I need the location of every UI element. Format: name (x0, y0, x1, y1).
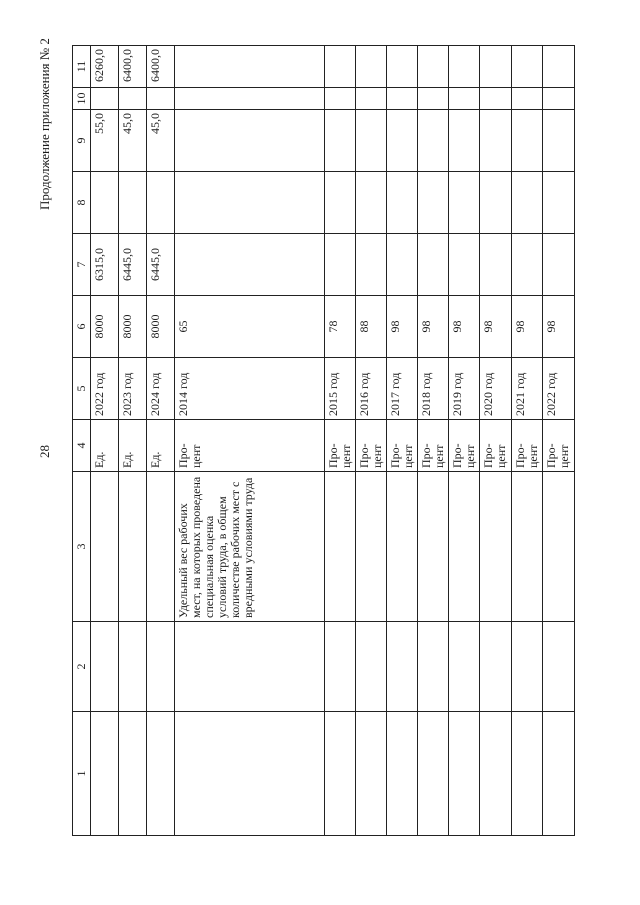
cell-indicator-name (449, 472, 480, 622)
table-row (512, 46, 543, 836)
cell-col8 (418, 172, 449, 234)
cell-col8 (543, 172, 575, 234)
cell-col7: 6445,0 (119, 234, 147, 296)
cell-col8 (449, 172, 480, 234)
cell-col11 (325, 46, 356, 88)
cell-year: 2024 год (147, 358, 175, 420)
cell-col7 (449, 234, 480, 296)
column-number: 11 (73, 46, 91, 88)
cell-unit: Ед. (119, 420, 147, 472)
cell-year: 2019 год (449, 358, 480, 420)
cell-indicator-name: Удельный вес рабочих мест, на которых проведена специальная оценка условий труда, в общем количестве рабочих мест с вредными условиями труда (175, 472, 325, 622)
cell-col10 (387, 88, 418, 110)
rotated-table-container (72, 46, 572, 836)
cell-col9 (449, 110, 480, 172)
cell-col10 (480, 88, 512, 110)
cell-col1 (325, 712, 356, 836)
cell-col11 (449, 46, 480, 88)
cell-unit: Про- цент (449, 420, 480, 472)
cell-col2 (449, 622, 480, 712)
column-number: 7 (73, 234, 91, 296)
cell-col1 (119, 712, 147, 836)
cell-col2 (418, 622, 449, 712)
cell-indicator-name (480, 472, 512, 622)
cell-col6: 98 (418, 296, 449, 358)
cell-col10 (512, 88, 543, 110)
cell-unit: Про- цент (512, 420, 543, 472)
column-number: 2 (73, 622, 91, 712)
cell-col2 (543, 622, 575, 712)
cell-col7 (325, 234, 356, 296)
table-row (356, 46, 387, 836)
cell-col6: 88 (356, 296, 387, 358)
cell-col6: 98 (387, 296, 418, 358)
cell-col9: 45,0 (119, 110, 147, 172)
cell-col7: 6315,0 (91, 234, 119, 296)
cell-indicator-name (512, 472, 543, 622)
cell-col8 (147, 172, 175, 234)
table-row (325, 46, 356, 836)
table-row (387, 46, 418, 836)
table-row (119, 46, 147, 836)
cell-col1 (387, 712, 418, 836)
cell-col11 (543, 46, 575, 88)
cell-col7 (480, 234, 512, 296)
cell-col11 (512, 46, 543, 88)
cell-col11: 6400,0 (119, 46, 147, 88)
cell-col8 (91, 172, 119, 234)
cell-col9 (418, 110, 449, 172)
cell-col11 (387, 46, 418, 88)
cell-col1 (418, 712, 449, 836)
table-row (91, 46, 119, 836)
cell-col7 (418, 234, 449, 296)
column-number: 8 (73, 172, 91, 234)
cell-unit: Про- цент (325, 420, 356, 472)
cell-col9 (512, 110, 543, 172)
cell-col6: 98 (449, 296, 480, 358)
cell-col10 (325, 88, 356, 110)
cell-year: 2016 год (356, 358, 387, 420)
cell-year: 2022 год (543, 358, 575, 420)
cell-col10 (449, 88, 480, 110)
program-indicators-table (72, 45, 575, 836)
cell-unit: Про- цент (356, 420, 387, 472)
cell-col9: 55,0 (91, 110, 119, 172)
cell-col6: 8000 (147, 296, 175, 358)
cell-unit: Ед. (91, 420, 119, 472)
table-row (418, 46, 449, 836)
cell-year: 2021 год (512, 358, 543, 420)
page-number: 28 (37, 445, 52, 458)
table-row (543, 46, 575, 836)
cell-col10 (119, 88, 147, 110)
cell-indicator-name (325, 472, 356, 622)
cell-col11 (480, 46, 512, 88)
cell-col7: 6445,0 (147, 234, 175, 296)
cell-indicator-name (119, 472, 147, 622)
cell-indicator-name (387, 472, 418, 622)
cell-col2 (91, 622, 119, 712)
cell-year: 2020 год (480, 358, 512, 420)
column-number: 6 (73, 296, 91, 358)
cell-col2 (512, 622, 543, 712)
cell-unit: Про- цент (175, 420, 325, 472)
cell-year: 2015 год (325, 358, 356, 420)
cell-year: 2017 год (387, 358, 418, 420)
cell-col8 (512, 172, 543, 234)
cell-indicator-name (418, 472, 449, 622)
cell-col2 (119, 622, 147, 712)
cell-col11: 6400,0 (147, 46, 175, 88)
cell-indicator-name (147, 472, 175, 622)
cell-unit: Про- цент (418, 420, 449, 472)
cell-col2 (480, 622, 512, 712)
cell-col2 (147, 622, 175, 712)
cell-year: 2022 год (91, 358, 119, 420)
cell-year: 2014 год (175, 358, 325, 420)
cell-col1 (175, 712, 325, 836)
cell-unit: Про- цент (387, 420, 418, 472)
cell-col7 (543, 234, 575, 296)
cell-col10 (91, 88, 119, 110)
cell-col6: 98 (543, 296, 575, 358)
cell-col9 (387, 110, 418, 172)
column-number: 9 (73, 110, 91, 172)
cell-col1 (449, 712, 480, 836)
table-row (449, 46, 480, 836)
cell-col2 (175, 622, 325, 712)
cell-col8 (175, 172, 325, 234)
cell-col6: 78 (325, 296, 356, 358)
cell-col9 (480, 110, 512, 172)
cell-year: 2018 год (418, 358, 449, 420)
cell-col9 (356, 110, 387, 172)
cell-col9: 45,0 (147, 110, 175, 172)
cell-col9 (543, 110, 575, 172)
cell-col1 (480, 712, 512, 836)
cell-col11: 6260,0 (91, 46, 119, 88)
column-number: 1 (73, 712, 91, 836)
cell-col7 (356, 234, 387, 296)
column-number: 10 (73, 88, 91, 110)
cell-col7 (512, 234, 543, 296)
cell-col11 (356, 46, 387, 88)
cell-col6: 8000 (91, 296, 119, 358)
cell-col2 (356, 622, 387, 712)
cell-year: 2023 год (119, 358, 147, 420)
cell-col9 (175, 110, 325, 172)
cell-col10 (356, 88, 387, 110)
cell-col8 (387, 172, 418, 234)
cell-col10 (147, 88, 175, 110)
cell-col6: 98 (480, 296, 512, 358)
cell-col1 (91, 712, 119, 836)
column-number: 5 (73, 358, 91, 420)
table-row (147, 46, 175, 836)
cell-col7 (175, 234, 325, 296)
cell-col1 (512, 712, 543, 836)
cell-indicator-name (543, 472, 575, 622)
cell-col8 (119, 172, 147, 234)
cell-col11 (418, 46, 449, 88)
cell-col1 (543, 712, 575, 836)
cell-unit: Про- цент (480, 420, 512, 472)
cell-unit: Про- цент (543, 420, 575, 472)
cell-col11 (175, 46, 325, 88)
cell-indicator-name (91, 472, 119, 622)
cell-col7 (387, 234, 418, 296)
column-number: 4 (73, 420, 91, 472)
cell-col2 (325, 622, 356, 712)
cell-col9 (325, 110, 356, 172)
table-row (480, 46, 512, 836)
cell-col10 (175, 88, 325, 110)
table-row (175, 46, 325, 836)
appendix-continuation-note: Продолжение приложения № 2 (37, 38, 52, 210)
cell-col1 (356, 712, 387, 836)
cell-col6: 65 (175, 296, 325, 358)
cell-col6: 98 (512, 296, 543, 358)
cell-col8 (356, 172, 387, 234)
cell-unit: Ед. (147, 420, 175, 472)
cell-col2 (387, 622, 418, 712)
cell-indicator-name (356, 472, 387, 622)
cell-col8 (480, 172, 512, 234)
cell-col6: 8000 (119, 296, 147, 358)
column-number: 3 (73, 472, 91, 622)
cell-col1 (147, 712, 175, 836)
cell-col8 (325, 172, 356, 234)
cell-col10 (418, 88, 449, 110)
column-number-row (73, 46, 91, 836)
cell-col10 (543, 88, 575, 110)
